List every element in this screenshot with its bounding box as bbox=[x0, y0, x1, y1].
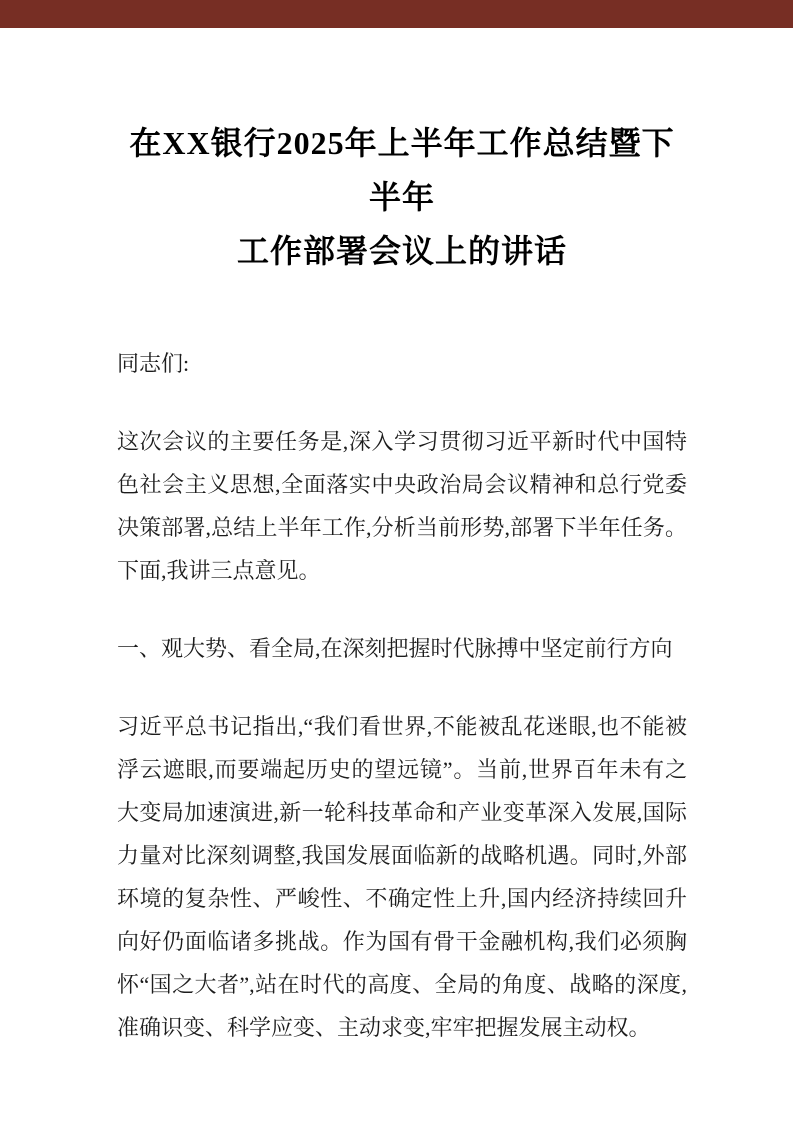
section-1-heading: 一、观大势、看全局,在深刻把握时代脉搏中坚定前行方向 bbox=[117, 636, 673, 661]
salutation: 同志们: bbox=[117, 351, 190, 376]
document-page bbox=[0, 28, 793, 1049]
document-title-line-1: 在XX银行2025年上半年工作总结暨下半年 bbox=[129, 125, 675, 215]
document-title bbox=[117, 116, 687, 278]
document-title-line-2: 工作部署会议上的讲话 bbox=[236, 233, 567, 269]
intro-paragraph: 这次会议的主要任务是,深入学习贯彻习近平新时代中国特色社会主义思想,全面落实中央政治局会议精神和总行党委决策部署,总结上半年工作,分析当前形势,部署下半年任务。下面,我讲三点意见。 bbox=[117, 429, 687, 583]
section-1-paragraph: 习近平总书记指出,“我们看世界,不能被乱花迷眼,也不能被浮云遮眼,而要端起历史的望远镜”。当前,世界百年未有之大变局加速演进,新一轮科技革命和产业变革深入发展,国际力量对比深刻调整,我国发展面临新的战略机遇。同时,外部环境的复杂性、严峻性、不确定性上升,国内经济持续回升向好仍面临诸多挑战。作为国有骨干金融机构,我们必须胸怀“国之大者”,站在时代的高度、全局的角度、战略的深度,准确识变、科学应变、主动求变,牢牢把握发展主动权。 bbox=[117, 714, 687, 1040]
window-top-bar bbox=[0, 0, 793, 28]
